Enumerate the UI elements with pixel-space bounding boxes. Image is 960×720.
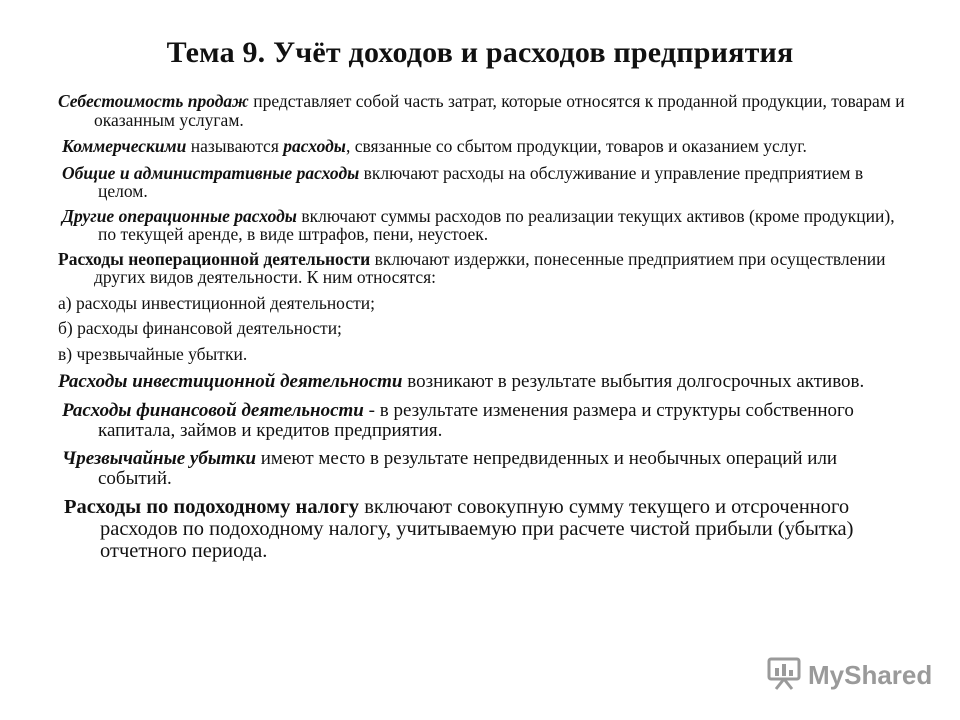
definition: возникают в результате выбытия долгосрочных активов. xyxy=(402,370,865,392)
paragraph-cost-of-sales xyxy=(58,92,908,129)
paragraph-income-tax-expenses xyxy=(58,497,908,562)
term: Коммерческими xyxy=(62,136,187,157)
term: расходы xyxy=(283,136,346,157)
paragraph-commercial-expenses xyxy=(58,137,908,156)
definition: , связанные со сбытом продукции, товаров и оказанием услуг. xyxy=(345,136,807,157)
presentation-board-icon xyxy=(766,656,802,695)
slide-title: Тема 9. Учёт доходов и расходов предприятия xyxy=(166,36,794,69)
paragraph-non-operating-expenses xyxy=(58,250,908,287)
term: Чрезвычайные убытки xyxy=(62,447,257,469)
list-item-investment: а) расходы инвестиционной деятельности; xyxy=(58,292,376,313)
definition: включают расходы на обслуживание и управление предприятием в целом. xyxy=(98,162,868,202)
term: Другие операционные расходы xyxy=(62,205,297,226)
definition: включают суммы расходов по реализации текущих активов (кроме продукции), по текущей аренде, в виде штрафов, пени, неустоек. xyxy=(98,205,899,245)
watermark-text: MyShared xyxy=(808,660,933,690)
term: Общие и административные расходы xyxy=(62,162,360,183)
term: Расходы инвестиционной деятельности xyxy=(58,370,403,392)
definition: включают совокупную сумму текущего и отсроченного расходов по подоходному налогу, учитываемую при расчете чистой прибыли (убытка) отчетного периода. xyxy=(100,496,859,562)
paragraph-admin-expenses xyxy=(58,164,908,201)
term: Себестоимость продаж xyxy=(58,91,249,111)
slide-content xyxy=(58,92,908,562)
term: Расходы по подоходному налогу xyxy=(64,496,360,519)
definition: имеют место в результате непредвиденных и необычных операций или событий. xyxy=(98,447,842,490)
definition: называются xyxy=(186,136,284,157)
definition: представляет собой часть затрат, которые относятся к проданной продукции, товарам и оказанным услугам. xyxy=(94,91,909,130)
paragraph-extraordinary-losses xyxy=(58,449,908,489)
myshared-watermark xyxy=(766,656,932,695)
list-item-extraordinary: в) чрезвычайные убытки. xyxy=(58,344,248,365)
definition: включают издержки, понесенные предприятием при осуществлении других видов деятельности. К ним относятся: xyxy=(94,248,890,288)
definition: - в результате изменения размера и структуры собственного капитала, займов и кредитов предприятия. xyxy=(98,399,859,441)
list-item-financial: б) расходы финансовой деятельности; xyxy=(58,318,342,339)
paragraph-other-operating-expenses xyxy=(58,207,908,244)
term: Расходы неоперационной деятельности xyxy=(58,248,371,269)
term: Расходы финансовой деятельности xyxy=(62,399,364,421)
paragraph-investment-expenses xyxy=(58,372,908,392)
paragraph-financial-expenses xyxy=(58,401,908,441)
